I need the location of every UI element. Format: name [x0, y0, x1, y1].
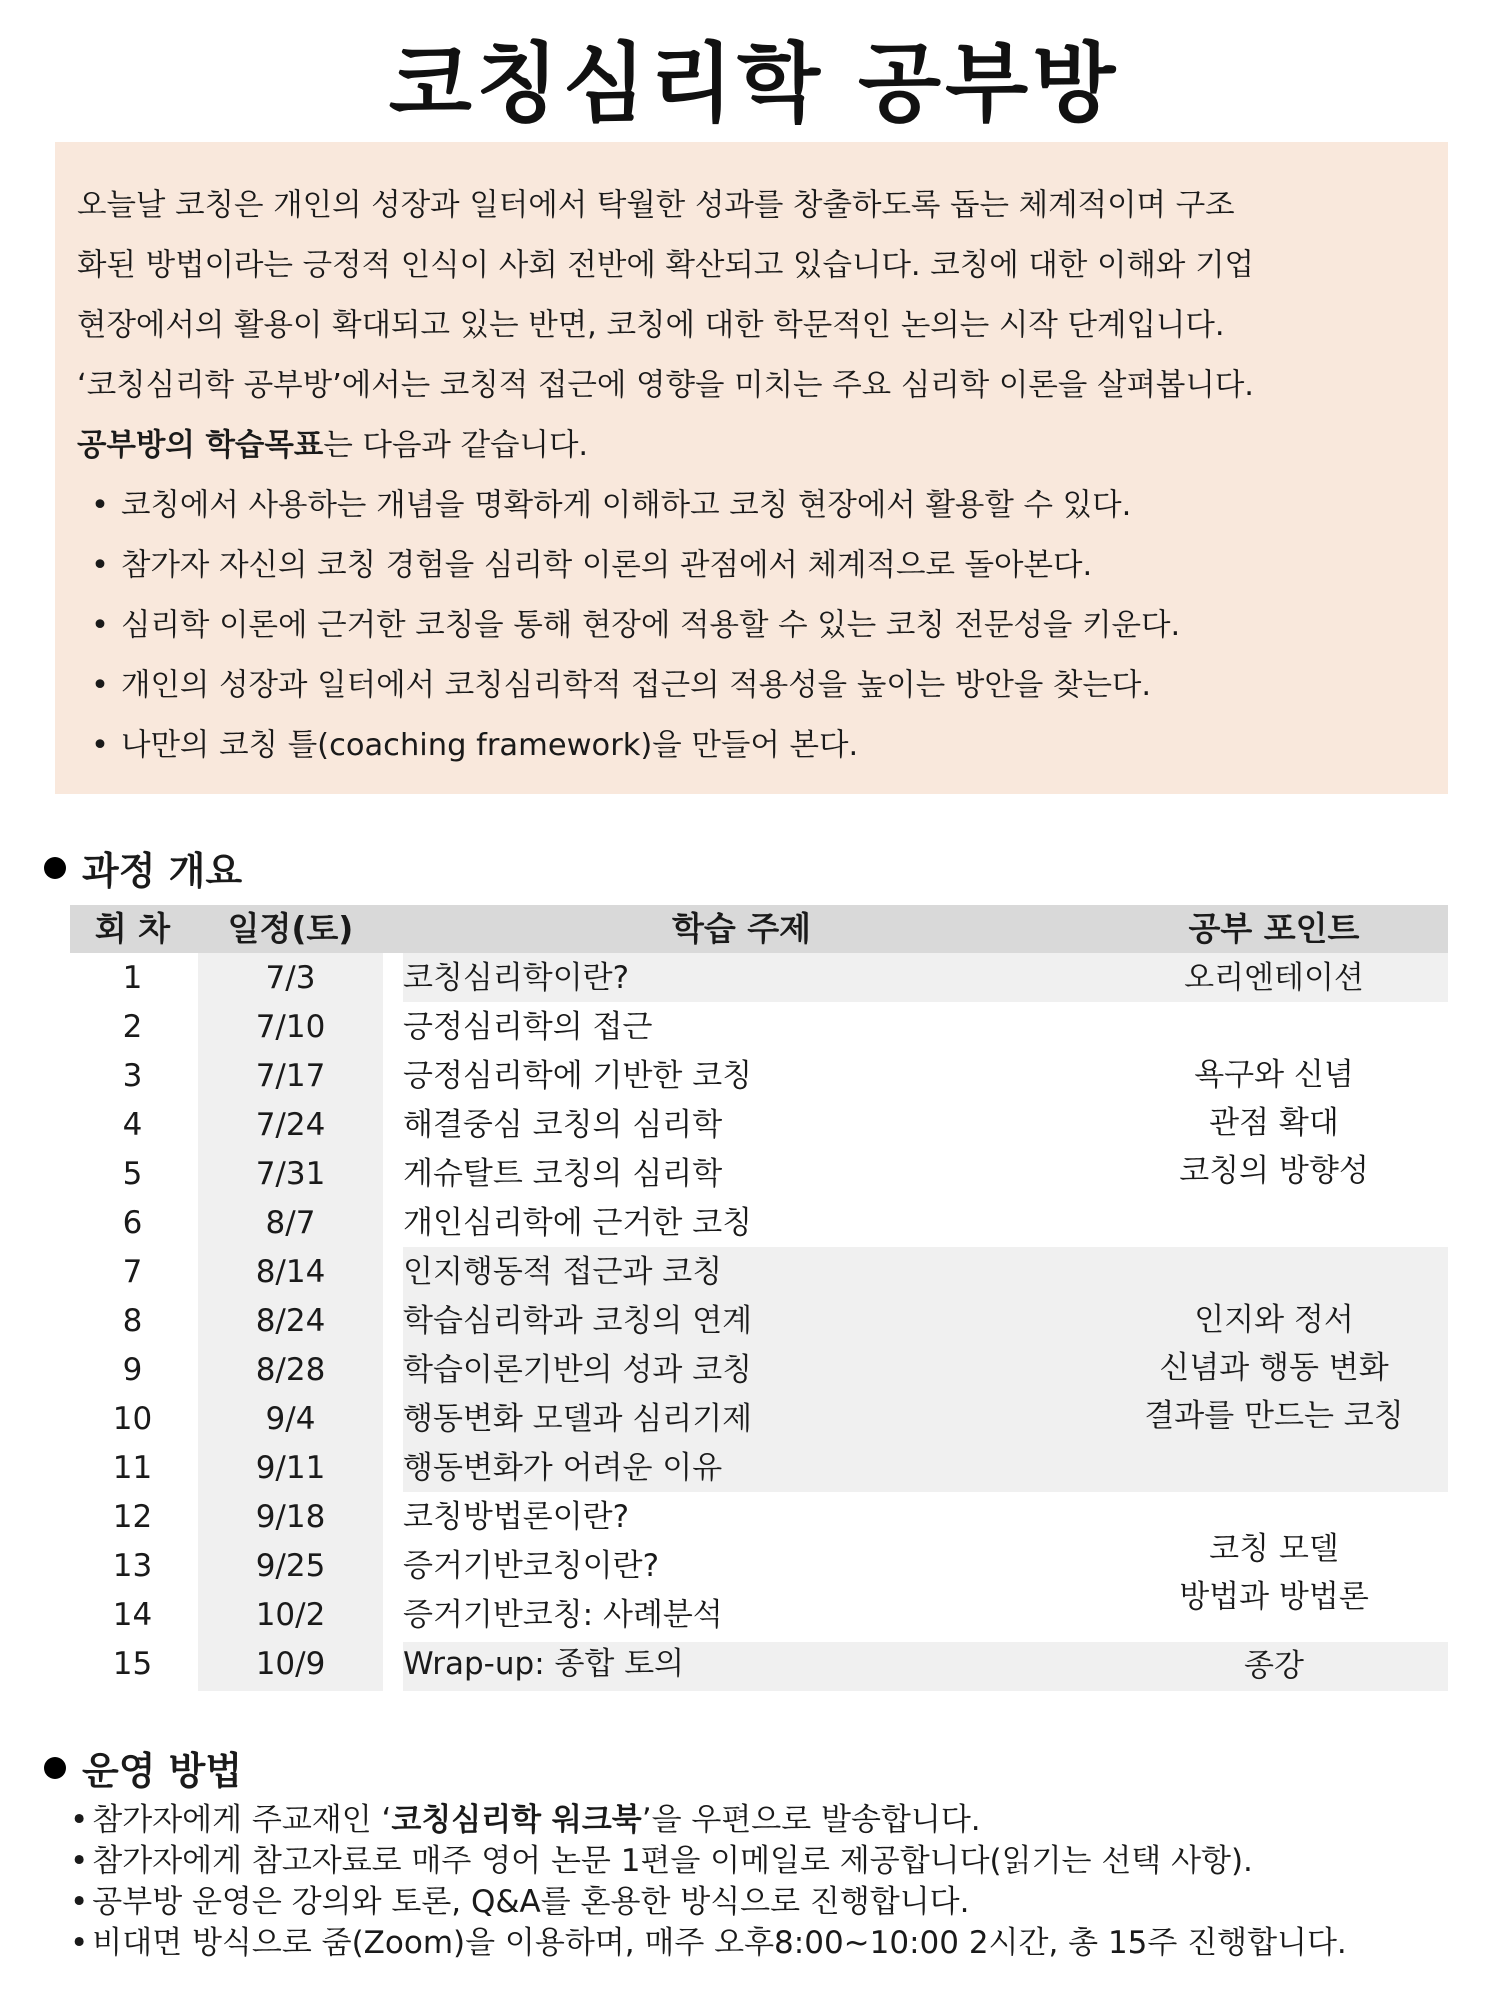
session-date: 9/4: [265, 1401, 316, 1437]
session-topic: 긍정심리학에 기반한 코칭: [403, 1058, 753, 1094]
session-topic: 인지행동적 접근과 코칭: [403, 1254, 723, 1290]
session-date: 8/28: [255, 1352, 326, 1388]
goal-item: • 개인의 성장과 일터에서 코칭심리학적 접근의 적용성을 높이는 방안을 찾는다.: [77, 656, 1426, 716]
session-topic: 학습이론기반의 성과 코칭: [403, 1352, 753, 1388]
header-bar-right: [383, 905, 1448, 953]
session-number: 3: [122, 1058, 143, 1094]
session-number: 1: [122, 960, 143, 996]
session-date: 7/31: [255, 1156, 326, 1192]
session-topic: 증거기반코칭이란?: [403, 1548, 660, 1584]
goal-item: • 참가자 자신의 코칭 경험을 심리학 이론의 관점에서 체계적으로 돌아본다.: [77, 536, 1426, 596]
session-date: 10/9: [255, 1646, 326, 1682]
session-number: 11: [112, 1450, 153, 1486]
point-line: 신념과 행동 변화: [1159, 1350, 1389, 1386]
operation-item-text: ’을 우편으로 발송합니다.: [641, 1802, 981, 1838]
operation-heading-text: 운영 방법: [82, 1749, 243, 1793]
point-line: 관점 확대: [1209, 1105, 1339, 1141]
bullet-dot-icon: [44, 1757, 66, 1779]
session-topic: Wrap-up: 종합 토의: [403, 1646, 685, 1682]
intro-line: 오늘날 코칭은 개인의 성장과 일터에서 탁월한 성과를 창출하도록 돕는 체계적이며 구조: [77, 188, 1235, 223]
workbook-name: 코칭심리학 워크북: [391, 1802, 642, 1838]
goal-item: • 코칭에서 사용하는 개념을 명확하게 이해하고 코칭 현장에서 활용할 수 있다.: [77, 476, 1426, 536]
session-number: 2: [122, 1009, 143, 1045]
session-date: 7/24: [255, 1107, 326, 1143]
session-topic: 해결중심 코칭의 심리학: [403, 1107, 723, 1143]
operation-item: • 공부방 운영은 강의와 토론, Q&A를 혼용한 방식으로 진행합니다.: [70, 1882, 1347, 1923]
point-cell: [1100, 954, 1448, 1002]
session-date: 7/3: [265, 960, 316, 996]
objective-rest: 는 다음과 같습니다.: [323, 428, 589, 463]
table-row: [70, 1003, 1448, 1052]
session-topic: 긍정심리학의 접근: [403, 1009, 653, 1045]
session-number: 15: [112, 1646, 153, 1682]
session-date: 7/10: [255, 1009, 326, 1045]
session-topic: 코칭심리학이란?: [403, 960, 630, 996]
session-topic: 코칭방법론이란?: [403, 1499, 630, 1535]
session-number: 13: [112, 1548, 153, 1584]
session-number: 4: [122, 1107, 143, 1143]
intro-box: [55, 142, 1448, 794]
point-cell: [1100, 1296, 1448, 1440]
session-date: 7/17: [255, 1058, 326, 1094]
operation-heading: [44, 1740, 242, 1795]
session-number: 10: [112, 1401, 153, 1437]
session-date: 10/2: [255, 1597, 326, 1633]
session-number: 9: [122, 1352, 143, 1388]
bullet-dot-icon: [44, 857, 66, 879]
point-line: 코칭 모델: [1209, 1531, 1339, 1567]
intro-line: ‘코칭심리학 공부방’에서는 코칭적 접근에 영향을 미치는 주요 심리학 이론을 살펴봅니다.: [77, 368, 1255, 403]
point-line: 결과를 만드는 코칭: [1144, 1398, 1404, 1434]
point-line: 오리엔테이션: [1184, 960, 1364, 996]
intro-line: 화된 방법이라는 긍정적 인식이 사회 전반에 확산되고 있습니다. 코칭에 대한 이해와 기업: [77, 248, 1255, 283]
operation-item: • 비대면 방식으로 줌(Zoom)을 이용하며, 매주 오후8:00~10:00 2시간, 총 15주 진행합니다.: [70, 1923, 1347, 1964]
session-date: 9/11: [255, 1450, 326, 1486]
session-date: 8/14: [255, 1254, 326, 1290]
session-topic: 학습심리학과 코칭의 연계: [403, 1303, 753, 1339]
operation-item-text: 참가자에게 주교재인 ‘: [92, 1802, 392, 1838]
goal-item: • 심리학 이론에 근거한 코칭을 통해 현장에 적용할 수 있는 코칭 전문성을 키운다.: [77, 596, 1426, 656]
session-topic: 증거기반코칭: 사례분석: [403, 1597, 723, 1633]
session-topic: 개인심리학에 근거한 코칭: [403, 1205, 753, 1241]
session-date: 8/24: [255, 1303, 326, 1339]
goal-item: • 나만의 코칭 틀(coaching framework)을 만들어 본다.: [77, 716, 1426, 776]
operation-item: • 참가자에게 참고자료로 매주 영어 논문 1편을 이메일로 제공합니다(읽기는 선택 사항).: [70, 1841, 1347, 1882]
point-cell: [1100, 1642, 1448, 1690]
point-line: 방법과 방법론: [1179, 1579, 1369, 1615]
header-no: 회 차: [94, 909, 171, 948]
session-topic: 행동변화 모델과 심리기제: [403, 1401, 753, 1437]
point-cell: [1100, 1525, 1448, 1621]
table-row: [70, 1248, 1448, 1297]
session-number: 14: [112, 1597, 153, 1633]
page-title: 코칭심리학 공부방: [388, 34, 1120, 134]
point-line: 인지와 정서: [1194, 1302, 1354, 1338]
course-heading-text: 과정 개요: [82, 849, 243, 893]
header-point: 공부 포인트: [1188, 909, 1360, 948]
session-number: 8: [122, 1303, 143, 1339]
session-date: 8/7: [265, 1205, 316, 1241]
session-number: 7: [122, 1254, 143, 1290]
point-cell: [1100, 1051, 1448, 1195]
session-number: 6: [122, 1205, 143, 1241]
objective-line: [77, 416, 1426, 476]
table-row: [70, 1444, 1448, 1493]
objective-bold: 공부방의 학습목표: [77, 428, 324, 463]
session-topic: 행동변화가 어려운 이유: [403, 1450, 723, 1486]
header-bar-left: [70, 905, 383, 953]
point-line: 종강: [1244, 1648, 1304, 1684]
session-date: 9/25: [255, 1548, 326, 1584]
header-topic: 학습 주제: [671, 909, 811, 948]
session-number: 5: [122, 1156, 143, 1192]
operation-item: [70, 1800, 1347, 1841]
session-topic: 게슈탈트 코칭의 심리학: [403, 1156, 723, 1192]
point-line: 욕구와 신념: [1194, 1057, 1354, 1093]
goal-list: [77, 476, 1426, 776]
course-heading: [44, 840, 242, 895]
session-number: 12: [112, 1499, 153, 1535]
table-row: [70, 1199, 1448, 1248]
operation-list: [70, 1800, 1347, 1964]
session-date: 9/18: [255, 1499, 326, 1535]
point-line: 코칭의 방향성: [1179, 1153, 1369, 1189]
header-date: 일정(토): [227, 909, 354, 948]
intro-line: 현장에서의 활용이 확대되고 있는 반면, 코칭에 대한 학문적인 논의는 시작 단계입니다.: [77, 308, 1225, 343]
